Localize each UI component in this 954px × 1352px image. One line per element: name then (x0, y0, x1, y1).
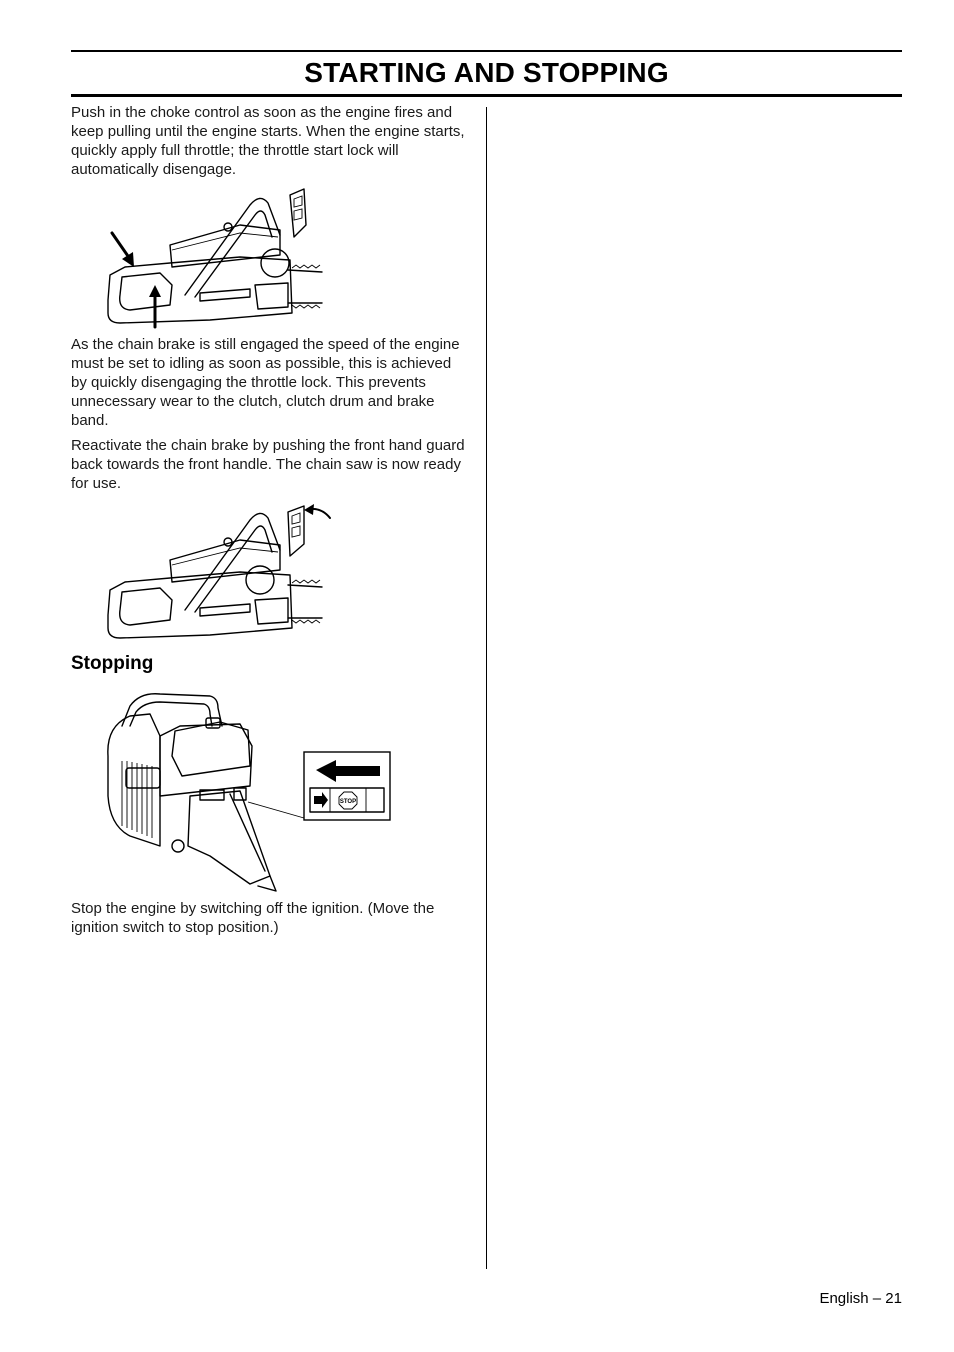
column-divider (486, 107, 487, 1269)
paragraph-chain-brake: As the chain brake is still engaged the speed of the engine must be set to idling as soon as possible, this is achieved by quickly disengaging the throttle lock. This prevents unnecessary wear to the clutch, clutch drum and brake band. (71, 336, 460, 429)
stop-switch-label: STOP (339, 799, 357, 805)
header-rule-top (71, 50, 902, 52)
paragraph-choke: Push in the choke control as soon as the engine fires and keep pulling until the engine starts. When the engine starts, quickly apply full throttle; the throttle start lock will automatically disengage. (71, 104, 465, 178)
chainsaw-hand-guard-illustration (100, 500, 332, 642)
chainsaw-throttle-illustration (100, 185, 328, 333)
page-title: STARTING AND STOPPING (304, 57, 669, 88)
page-number: English – 21 (819, 1290, 902, 1307)
chainsaw-stop-illustration (100, 686, 396, 896)
paragraph-stop-engine: Stop the engine by switching off the ignition. (Move the ignition switch to stop position.) (71, 900, 435, 936)
stopping-heading: Stopping (71, 653, 154, 674)
header-rule-bottom (71, 94, 902, 97)
paragraph-reactivate: Reactivate the chain brake by pushing the front hand guard back towards the front handle. The chain saw is now ready for use. (71, 437, 465, 492)
